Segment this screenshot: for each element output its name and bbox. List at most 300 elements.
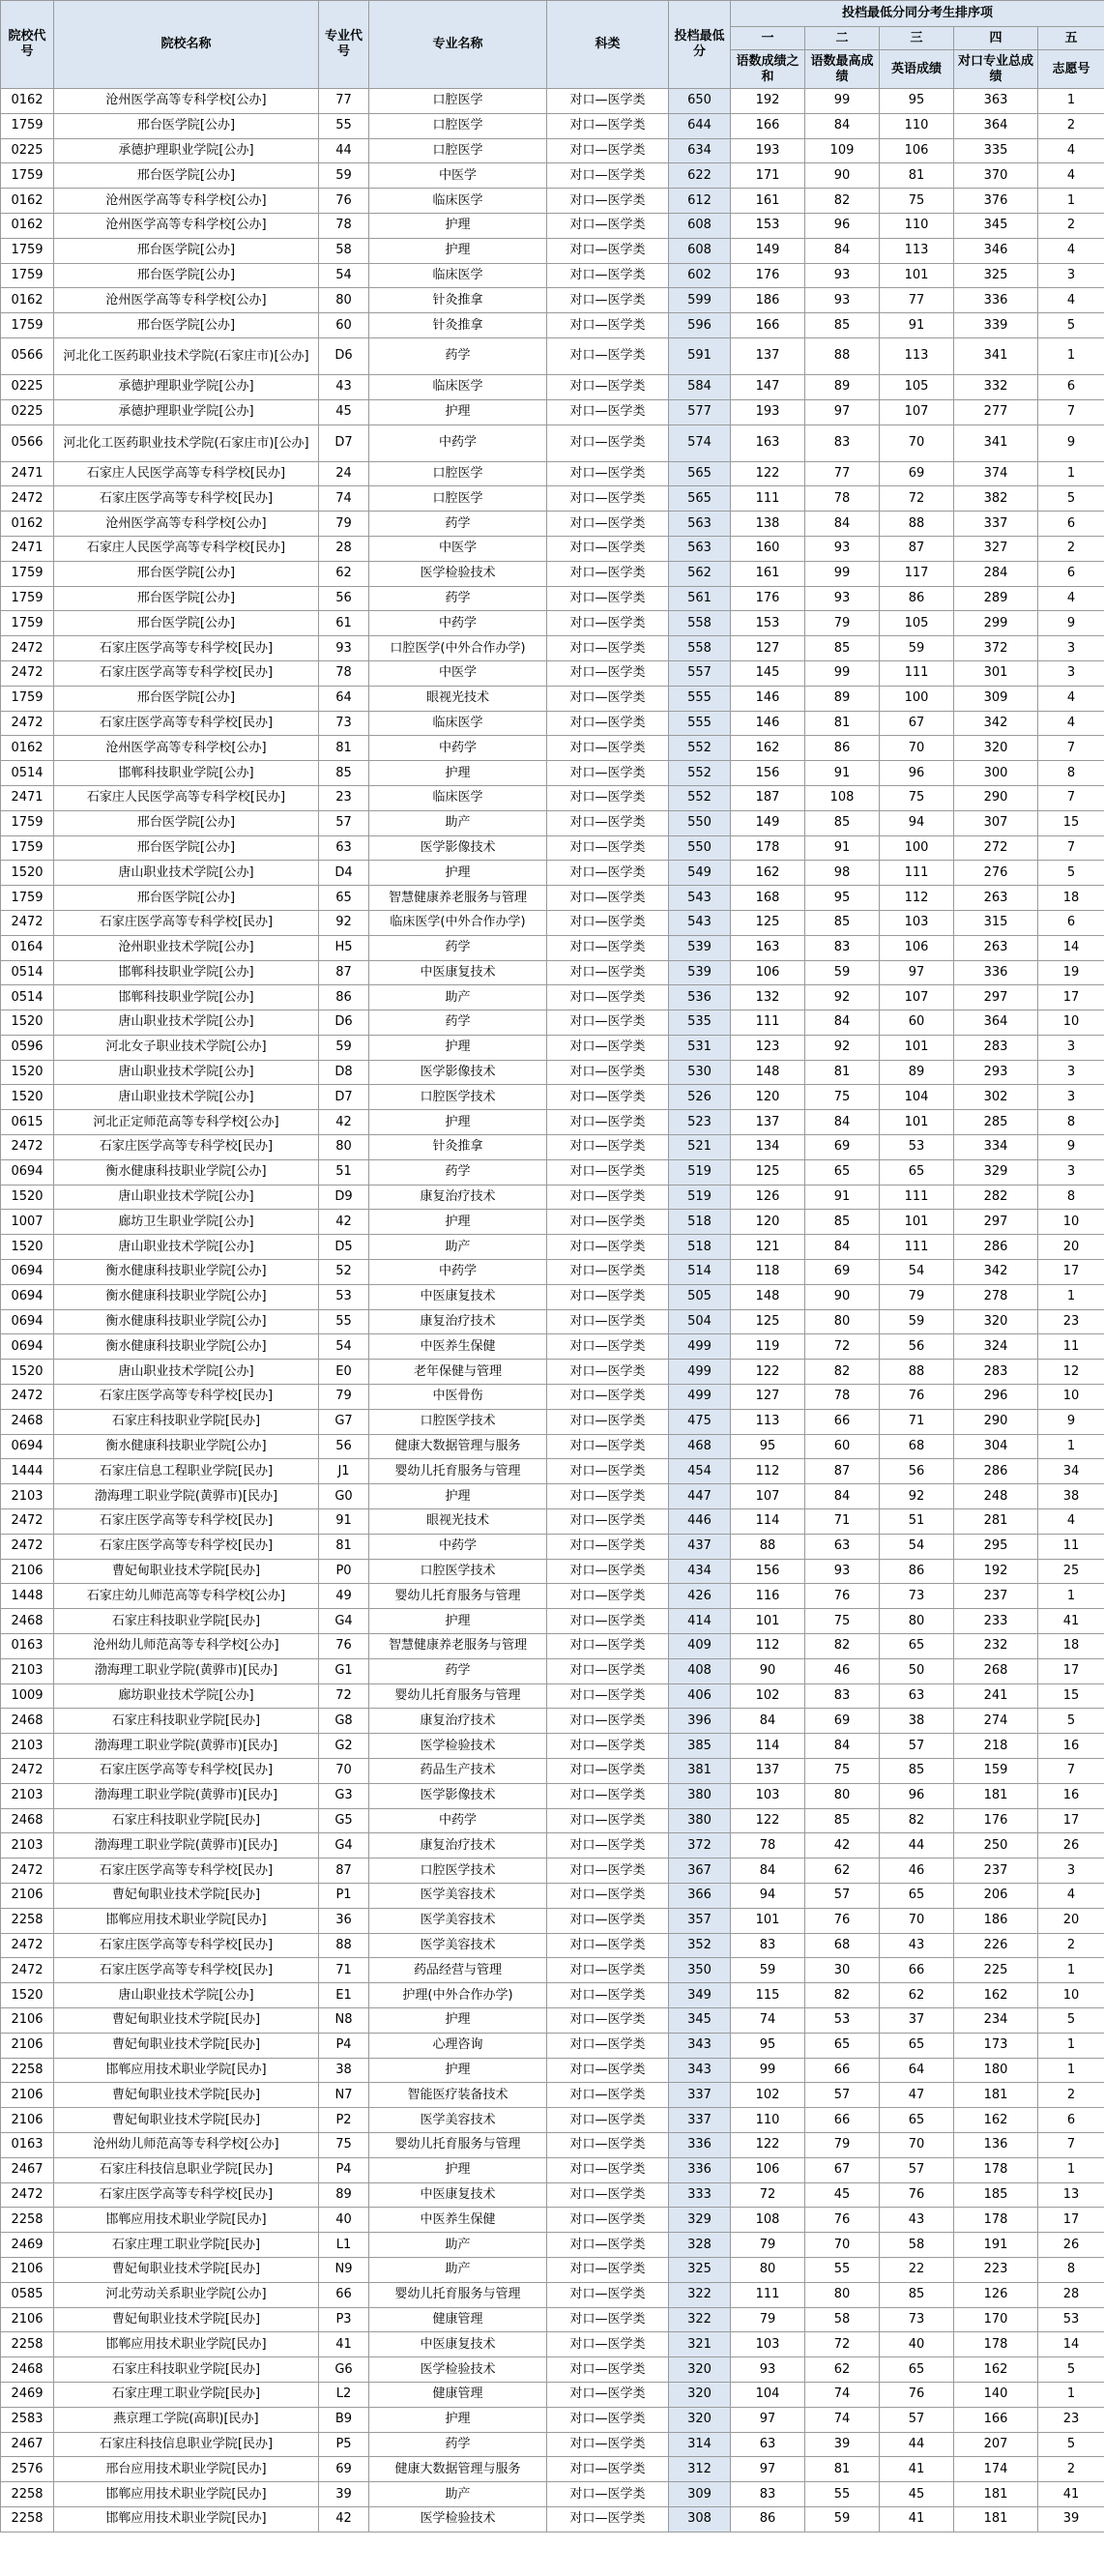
cell-school-code: 0514 [1,960,54,985]
cell-vocational-total: 342 [954,1260,1038,1285]
cell-chinese-math-max: 82 [805,189,880,214]
cell-subject: 对口—医学类 [547,2233,669,2258]
cell-chinese-math-max: 109 [805,138,880,163]
cell-major-name: 健康管理 [369,2307,547,2332]
header-chinese-math-max: 语数最高成绩 [805,50,880,89]
cell-major-code: 66 [319,2282,369,2307]
cell-choice-number: 3 [1038,1035,1104,1060]
cell-major-code: E0 [319,1360,369,1385]
cell-major-code: G3 [319,1783,369,1808]
cell-chinese-math-max: 78 [805,486,880,512]
cell-subject: 对口—医学类 [547,1709,669,1734]
cell-chinese-math-max: 84 [805,1110,880,1135]
cell-vocational-total: 341 [954,337,1038,374]
cell-english-score: 69 [880,461,954,486]
cell-choice-number: 17 [1038,1808,1104,1833]
cell-subject: 对口—医学类 [547,1459,669,1484]
table-row [1,2007,1104,2033]
cell-english-score: 22 [880,2257,954,2282]
cell-choice-number: 23 [1038,2407,1104,2432]
cell-subject: 对口—医学类 [547,2307,669,2332]
cell-vocational-total: 339 [954,313,1038,338]
cell-min-score: 320 [669,2357,731,2383]
cell-choice-number: 7 [1038,399,1104,424]
cell-english-score: 60 [880,1010,954,1036]
cell-school-name: 石家庄医学高等专科学校[民办] [54,486,319,512]
cell-choice-number: 1 [1038,1584,1104,1609]
cell-major-code: 89 [319,2182,369,2208]
cell-english-score: 95 [880,89,954,114]
cell-english-score: 107 [880,985,954,1010]
cell-major-code: 55 [319,113,369,138]
cell-school-code: 2468 [1,1808,54,1833]
cell-major-name: 中医学 [369,163,547,189]
cell-choice-number: 41 [1038,2482,1104,2507]
cell-major-name: 医学美容技术 [369,1883,547,1908]
cell-english-score: 65 [880,2108,954,2133]
cell-school-name: 唐山职业技术学院[公办] [54,1983,319,2008]
cell-subject: 对口—医学类 [547,1658,669,1683]
cell-chinese-math-sum: 101 [731,1908,805,1933]
cell-chinese-math-sum: 63 [731,2432,805,2457]
cell-school-code: 1759 [1,238,54,263]
cell-choice-number: 1 [1038,2058,1104,2083]
cell-chinese-math-max: 81 [805,711,880,736]
cell-min-score: 634 [669,138,731,163]
cell-vocational-total: 309 [954,686,1038,711]
cell-school-code: 1520 [1,1360,54,1385]
cell-vocational-total: 370 [954,163,1038,189]
cell-major-code: 79 [319,1385,369,1410]
cell-school-code: 2258 [1,2332,54,2357]
cell-subject: 对口—医学类 [547,2007,669,2033]
table-row [1,1434,1104,1459]
cell-major-code: N9 [319,2257,369,2282]
cell-major-name: 婴幼儿托育服务与管理 [369,2132,547,2157]
cell-major-name: 护理 [369,213,547,238]
cell-major-code: 85 [319,761,369,786]
cell-school-name: 石家庄理工职业学院[民办] [54,2233,319,2258]
cell-school-code: 2258 [1,2208,54,2233]
cell-min-score: 337 [669,2108,731,2133]
cell-min-score: 555 [669,686,731,711]
cell-school-code: 1448 [1,1584,54,1609]
cell-chinese-math-sum: 94 [731,1883,805,1908]
cell-school-name: 燕京理工学院(高职)[民办] [54,2407,319,2432]
cell-major-name: 康复治疗技术 [369,1833,547,1859]
cell-chinese-math-sum: 187 [731,785,805,810]
cell-choice-number: 6 [1038,374,1104,399]
table-row [1,2382,1104,2407]
cell-english-score: 44 [880,1833,954,1859]
cell-english-score: 43 [880,1933,954,1958]
cell-min-score: 530 [669,1060,731,1085]
cell-vocational-total: 324 [954,1334,1038,1360]
cell-major-name: 药学 [369,1658,547,1683]
table-row [1,288,1104,313]
cell-subject: 对口—医学类 [547,1309,669,1334]
cell-chinese-math-sum: 148 [731,1284,805,1309]
cell-chinese-math-sum: 138 [731,512,805,537]
cell-subject: 对口—医学类 [547,1609,669,1634]
cell-major-name: 针灸推拿 [369,313,547,338]
cell-vocational-total: 296 [954,1385,1038,1410]
table-row [1,2282,1104,2307]
cell-subject: 对口—医学类 [547,399,669,424]
cell-school-code: 2472 [1,1534,54,1559]
cell-subject: 对口—医学类 [547,1509,669,1535]
cell-chinese-math-max: 76 [805,2208,880,2233]
cell-english-score: 101 [880,1035,954,1060]
cell-school-name: 邢台医学院[公办] [54,586,319,611]
cell-school-code: 0162 [1,512,54,537]
cell-major-code: 77 [319,89,369,114]
cell-school-name: 石家庄医学高等专科学校[民办] [54,1385,319,1410]
cell-chinese-math-max: 79 [805,2132,880,2157]
cell-major-name: 口腔医学 [369,138,547,163]
table-row [1,1658,1104,1683]
cell-choice-number: 26 [1038,1833,1104,1859]
cell-major-name: 口腔医学技术 [369,1859,547,1884]
cell-major-code: P5 [319,2432,369,2457]
cell-major-code: P0 [319,1559,369,1584]
cell-school-name: 沧州医学高等专科学校[公办] [54,512,319,537]
cell-chinese-math-max: 80 [805,1783,880,1808]
cell-major-code: 38 [319,2058,369,2083]
table-row [1,886,1104,911]
cell-english-score: 66 [880,1958,954,1983]
cell-school-name: 承德护理职业学院[公办] [54,374,319,399]
table-row [1,1159,1104,1185]
cell-min-score: 308 [669,2506,731,2532]
cell-subject: 对口—医学类 [547,810,669,835]
cell-min-score: 543 [669,910,731,935]
cell-english-score: 76 [880,2182,954,2208]
cell-major-code: 93 [319,636,369,661]
cell-vocational-total: 126 [954,2282,1038,2307]
cell-major-name: 针灸推拿 [369,288,547,313]
cell-major-code: D7 [319,1085,369,1110]
cell-subject: 对口—医学类 [547,636,669,661]
cell-school-name: 石家庄人民医学高等专科学校[民办] [54,461,319,486]
cell-chinese-math-max: 84 [805,113,880,138]
cell-english-score: 96 [880,761,954,786]
cell-min-score: 561 [669,586,731,611]
cell-subject: 对口—医学类 [547,189,669,214]
cell-school-name: 石家庄科技职业学院[民办] [54,1609,319,1634]
cell-min-score: 565 [669,486,731,512]
table-row [1,337,1104,374]
cell-subject: 对口—医学类 [547,1434,669,1459]
cell-school-name: 河北化工医药职业技术学院(石家庄市)[公办] [54,424,319,461]
cell-school-code: 0694 [1,1334,54,1360]
table-header [1,1,1104,89]
cell-min-score: 426 [669,1584,731,1609]
cell-school-name: 石家庄科技信息职业学院[民办] [54,2157,319,2182]
cell-major-name: 中医学 [369,536,547,561]
cell-min-score: 602 [669,263,731,288]
table-row [1,1634,1104,1659]
header-rank-1: 一 [731,27,805,50]
cell-subject: 对口—医学类 [547,374,669,399]
cell-english-score: 77 [880,288,954,313]
table-row [1,611,1104,636]
cell-school-name: 石家庄医学高等专科学校[民办] [54,1534,319,1559]
cell-chinese-math-sum: 84 [731,1859,805,1884]
table-row [1,2457,1104,2482]
cell-chinese-math-sum: 72 [731,2182,805,2208]
cell-subject: 对口—医学类 [547,2182,669,2208]
cell-english-score: 113 [880,337,954,374]
cell-school-name: 沧州医学高等专科学校[公办] [54,213,319,238]
cell-major-name: 智能医疗装备技术 [369,2083,547,2108]
cell-english-score: 75 [880,189,954,214]
cell-choice-number: 39 [1038,2506,1104,2532]
cell-school-code: 2468 [1,2357,54,2383]
cell-choice-number: 17 [1038,2208,1104,2233]
cell-chinese-math-sum: 166 [731,313,805,338]
cell-subject: 对口—医学类 [547,1734,669,1759]
cell-chinese-math-max: 76 [805,1908,880,1933]
cell-english-score: 70 [880,2132,954,2157]
cell-major-name: 中药学 [369,1260,547,1285]
cell-english-score: 85 [880,1759,954,1784]
table-row [1,399,1104,424]
cell-chinese-math-sum: 119 [731,1334,805,1360]
cell-school-code: 2472 [1,1509,54,1535]
cell-min-score: 446 [669,1509,731,1535]
cell-vocational-total: 181 [954,1783,1038,1808]
cell-choice-number: 19 [1038,960,1104,985]
table-row [1,189,1104,214]
cell-vocational-total: 325 [954,263,1038,288]
table-row [1,1085,1104,1110]
cell-school-name: 石家庄理工职业学院[民办] [54,2382,319,2407]
cell-english-score: 43 [880,2208,954,2233]
table-row [1,374,1104,399]
cell-chinese-math-max: 83 [805,935,880,960]
cell-chinese-math-max: 66 [805,1409,880,1434]
cell-major-name: 康复治疗技术 [369,1309,547,1334]
cell-major-code: E1 [319,1983,369,2008]
cell-subject: 对口—医学类 [547,586,669,611]
cell-major-name: 口腔医学技术 [369,1559,547,1584]
table-row [1,935,1104,960]
cell-major-code: P4 [319,2033,369,2058]
cell-major-code: P1 [319,1883,369,1908]
cell-school-code: 1759 [1,686,54,711]
cell-english-score: 75 [880,785,954,810]
cell-school-code: 2106 [1,2007,54,2033]
cell-school-code: 2471 [1,785,54,810]
cell-min-score: 314 [669,2432,731,2457]
cell-english-score: 65 [880,2033,954,2058]
cell-chinese-math-max: 65 [805,2033,880,2058]
cell-chinese-math-sum: 127 [731,1385,805,1410]
cell-major-name: 医学影像技术 [369,1783,547,1808]
cell-major-name: 护理 [369,2007,547,2033]
cell-min-score: 550 [669,835,731,861]
cell-min-score: 539 [669,935,731,960]
cell-school-name: 石家庄科技职业学院[民办] [54,1409,319,1434]
cell-school-name: 承德护理职业学院[公办] [54,138,319,163]
cell-major-name: 医学美容技术 [369,1933,547,1958]
cell-vocational-total: 140 [954,2382,1038,2407]
cell-major-code: 51 [319,1159,369,1185]
header-min-score: 投档最低分 [669,1,731,89]
cell-english-score: 41 [880,2457,954,2482]
cell-english-score: 70 [880,1908,954,1933]
cell-english-score: 81 [880,163,954,189]
cell-school-code: 2106 [1,2083,54,2108]
cell-school-name: 廊坊卫生职业学院[公办] [54,1210,319,1235]
cell-school-name: 河北正定师范高等专科学校[公办] [54,1110,319,1135]
cell-vocational-total: 376 [954,189,1038,214]
cell-subject: 对口—医学类 [547,163,669,189]
cell-school-name: 石家庄医学高等专科学校[民办] [54,1958,319,1983]
cell-chinese-math-max: 85 [805,810,880,835]
table-row [1,536,1104,561]
cell-subject: 对口—医学类 [547,113,669,138]
cell-major-code: G1 [319,1658,369,1683]
cell-chinese-math-max: 89 [805,374,880,399]
cell-major-code: D5 [319,1235,369,1260]
cell-min-score: 414 [669,1609,731,1634]
cell-chinese-math-sum: 111 [731,2282,805,2307]
cell-school-name: 沧州医学高等专科学校[公办] [54,736,319,761]
cell-subject: 对口—医学类 [547,2282,669,2307]
table-row [1,1360,1104,1385]
cell-vocational-total: 346 [954,238,1038,263]
cell-subject: 对口—医学类 [547,1833,669,1859]
cell-choice-number: 2 [1038,213,1104,238]
cell-min-score: 565 [669,461,731,486]
cell-chinese-math-sum: 83 [731,2482,805,2507]
cell-subject: 对口—医学类 [547,512,669,537]
cell-school-code: 2103 [1,1783,54,1808]
cell-major-code: 87 [319,960,369,985]
cell-major-name: 护理 [369,1035,547,1060]
cell-vocational-total: 185 [954,2182,1038,2208]
header-school-name: 院校名称 [54,1,319,89]
cell-min-score: 550 [669,810,731,835]
cell-min-score: 328 [669,2233,731,2258]
cell-vocational-total: 192 [954,1559,1038,1584]
cell-major-code: 43 [319,374,369,399]
cell-english-score: 59 [880,1309,954,1334]
cell-english-score: 54 [880,1260,954,1285]
cell-major-name: 护理 [369,2157,547,2182]
cell-chinese-math-max: 42 [805,1833,880,1859]
table-row [1,1759,1104,1784]
cell-major-name: 中医养生保健 [369,2208,547,2233]
cell-subject: 对口—医学类 [547,1409,669,1434]
cell-choice-number: 7 [1038,1759,1104,1784]
table-row [1,1010,1104,1036]
cell-major-name: 中医学 [369,660,547,686]
cell-school-code: 2469 [1,2233,54,2258]
cell-english-score: 94 [880,810,954,835]
cell-chinese-math-sum: 120 [731,1210,805,1235]
cell-chinese-math-max: 69 [805,1135,880,1160]
cell-chinese-math-max: 53 [805,2007,880,2033]
cell-vocational-total: 226 [954,1933,1038,1958]
cell-subject: 对口—医学类 [547,138,669,163]
cell-english-score: 51 [880,1509,954,1535]
cell-school-name: 石家庄医学高等专科学校[民办] [54,636,319,661]
cell-min-score: 518 [669,1210,731,1235]
cell-chinese-math-sum: 126 [731,1185,805,1210]
cell-school-name: 邢台医学院[公办] [54,238,319,263]
cell-chinese-math-max: 91 [805,835,880,861]
cell-subject: 对口—医学类 [547,985,669,1010]
table-row [1,960,1104,985]
cell-school-code: 1520 [1,1983,54,2008]
cell-min-score: 475 [669,1409,731,1434]
cell-vocational-total: 233 [954,1609,1038,1634]
cell-school-code: 2258 [1,2482,54,2507]
cell-vocational-total: 297 [954,985,1038,1010]
cell-subject: 对口—医学类 [547,1883,669,1908]
cell-chinese-math-sum: 108 [731,2208,805,2233]
cell-subject: 对口—医学类 [547,2332,669,2357]
cell-choice-number: 53 [1038,2307,1104,2332]
cell-chinese-math-max: 85 [805,910,880,935]
cell-choice-number: 9 [1038,1135,1104,1160]
cell-major-name: 医学影像技术 [369,835,547,861]
cell-chinese-math-sum: 79 [731,2307,805,2332]
cell-school-name: 邢台医学院[公办] [54,611,319,636]
cell-chinese-math-max: 93 [805,263,880,288]
cell-choice-number: 20 [1038,1908,1104,1933]
cell-vocational-total: 286 [954,1235,1038,1260]
cell-major-name: 口腔医学 [369,113,547,138]
table-row [1,586,1104,611]
cell-vocational-total: 284 [954,561,1038,586]
cell-major-code: 91 [319,1509,369,1535]
cell-chinese-math-max: 57 [805,2083,880,2108]
cell-choice-number: 3 [1038,1859,1104,1884]
table-row [1,1235,1104,1260]
cell-english-score: 46 [880,1859,954,1884]
cell-english-score: 57 [880,1734,954,1759]
cell-school-name: 曹妃甸职业技术学院[民办] [54,2307,319,2332]
cell-chinese-math-max: 86 [805,736,880,761]
cell-choice-number: 9 [1038,424,1104,461]
cell-chinese-math-max: 85 [805,1808,880,1833]
cell-school-name: 邯郸应用技术职业学院[民办] [54,2058,319,2083]
cell-major-name: 药学 [369,586,547,611]
table-row [1,1709,1104,1734]
cell-subject: 对口—医学类 [547,910,669,935]
cell-chinese-math-sum: 122 [731,2132,805,2157]
cell-min-score: 563 [669,536,731,561]
cell-min-score: 504 [669,1309,731,1334]
cell-school-name: 曹妃甸职业技术学院[民办] [54,2108,319,2133]
cell-school-name: 石家庄医学高等专科学校[民办] [54,1859,319,1884]
cell-choice-number: 18 [1038,1634,1104,1659]
cell-min-score: 336 [669,2157,731,2182]
cell-chinese-math-max: 81 [805,2457,880,2482]
cell-english-score: 54 [880,1534,954,1559]
cell-major-name: 医学检验技术 [369,1734,547,1759]
cell-vocational-total: 327 [954,536,1038,561]
table-row [1,2157,1104,2182]
cell-chinese-math-sum: 90 [731,1658,805,1683]
cell-subject: 对口—医学类 [547,2108,669,2133]
cell-school-name: 渤海理工职业学院(黄骅市)[民办] [54,1783,319,1808]
cell-choice-number: 1 [1038,1284,1104,1309]
